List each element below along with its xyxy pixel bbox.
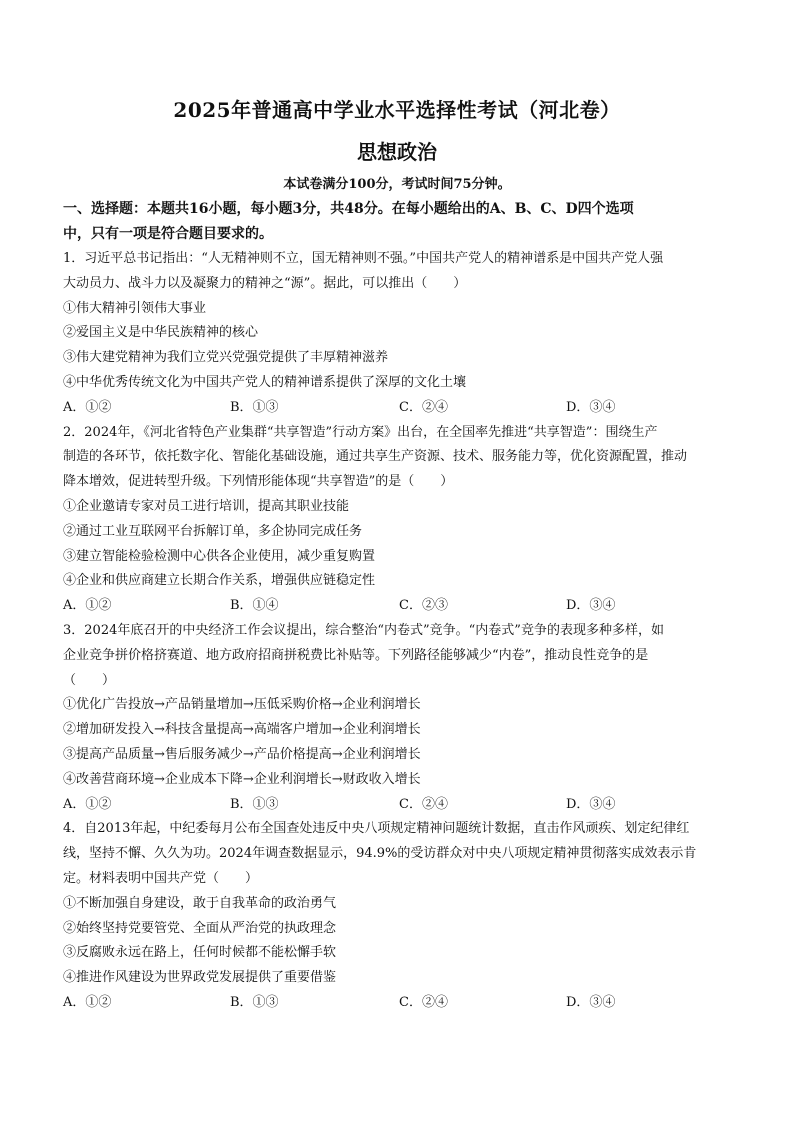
question: [63, 421, 738, 619]
answer-choice-d[interactable]: D．③④: [566, 796, 616, 812]
answer-choice-b[interactable]: B．①③: [230, 796, 279, 812]
answer-choice-b[interactable]: B．①③: [230, 399, 279, 415]
statement-option: ④中华优秀传统文化为中国共产党人的精神谱系提供了深厚的文化土壤: [63, 374, 467, 390]
answer-choices: [63, 991, 738, 1016]
question-stem-line: 大动员力、战斗力以及凝聚力的精神之“源”。据此，可以推出（ ）: [63, 275, 467, 291]
answer-choices: [63, 793, 738, 818]
question-stem-line: 企业竞争拼价格挤赛道、地方政府招商拼税费比补贴等。下列路径能够减少“内卷”，推动良性竞争的是: [63, 647, 649, 663]
exam-note: 本试卷满分100分，考试时间75分钟。: [283, 177, 511, 192]
statement-option: ④改善营商环境→企业成本下降→企业利润增长→财政收入增长: [63, 771, 421, 787]
answer-choice-d[interactable]: D．③④: [566, 598, 616, 614]
statement-option: ③伟大建党精神为我们立党兴党强党提供了丰厚精神滋养: [63, 350, 389, 366]
statement-option: ④推进作风建设为世界政党发展提供了重要借鉴: [63, 970, 337, 986]
answer-choices: [63, 594, 738, 619]
statement-option: ①企业邀请专家对员工进行培训，提高其职业技能: [63, 498, 350, 514]
statement-option: ①不断加强自身建设，敢于自我革命的政治勇气: [63, 895, 337, 911]
answer-choices: [63, 396, 738, 421]
statement-option: ①优化广告投放→产品销量增加→压低采购价格→企业利润增长: [63, 697, 421, 713]
statement-option: ③提高产品质量→售后服务减少→产品价格提高→企业利润增长: [63, 746, 421, 762]
section-heading-line: 中，只有一项是符合题目要求的。: [63, 226, 273, 242]
answer-choice-c[interactable]: C．②③: [399, 598, 448, 614]
answer-choice-c[interactable]: C．②④: [399, 994, 448, 1010]
answer-choice-b[interactable]: B．①④: [230, 598, 279, 614]
subject-title: 思想政治: [357, 140, 437, 164]
question-stem-line: 1．习近平总书记指出：“人无精神则不立，国无精神则不强。”中国共产党人的精神谱系是中国共产党人强: [63, 251, 664, 266]
question-stem-line: 4．自2013年起，中纪委每月公布全国查处违反中央八项规定精神问题统计数据，直击作风顽疾、划定纪律红: [63, 821, 690, 837]
question: [63, 247, 738, 421]
question-stem-line: 制造的各环节，依托数字化、智能化基础设施，通过共享生产资源、技术、服务能力等，优化资源配置，推动: [63, 449, 688, 465]
statement-option: ②增加研发投入→科技含量提高→高端客户增加→企业利润增长: [63, 722, 421, 738]
section-heading: [63, 197, 738, 247]
answer-choice-c[interactable]: C．②④: [399, 796, 448, 812]
question-stem-line: 定。材料表明中国共产党（ ）: [63, 870, 259, 886]
statement-option: ②通过工业互联网平台拆解订单，多企协同完成任务: [63, 523, 363, 539]
answer-choice-a[interactable]: A．①②: [63, 994, 112, 1010]
section-heading-line: 一、选择题：本题共16小题，每小题3分，共48分。在每小题给出的A、B、C、D四个选项: [63, 201, 634, 217]
question-stem-line: 2．2024年，《河北省特色产业集群“共享智造”行动方案》出台，在全国率先推进“共享智造”：围绕生产: [63, 424, 658, 440]
question-list: [63, 247, 738, 1016]
answer-choice-d[interactable]: D．③④: [566, 399, 616, 415]
answer-choice-d[interactable]: D．③④: [566, 994, 616, 1010]
answer-choice-c[interactable]: C．②④: [399, 399, 448, 415]
statement-option: ②爱国主义是中华民族精神的核心: [63, 325, 259, 341]
question-stem-line: （ ）: [63, 672, 116, 688]
exam-title: 2025年普通高中学业水平选择性考试（河北卷）: [173, 98, 621, 122]
question: [63, 619, 738, 817]
question-stem-line: 3．2024年底召开的中央经济工作会议提出，综合整治“内卷式”竞争。“内卷式”竞争的表现多种多样，如: [63, 622, 664, 638]
answer-choice-a[interactable]: A．①②: [63, 598, 112, 614]
question: [63, 817, 738, 1015]
question-stem-line: 线，坚持不懈、久久为功。2024年调查数据显示，94.9%的受访群众对中央八项规定精神贯彻落实成效表示肯: [63, 846, 697, 862]
statement-option: ③反腐败永远在路上，任何时候都不能松懈手软: [63, 945, 337, 961]
question-stem-line: 降本增效，促进转型升级。下列情形能体现“共享智造”的是（ ）: [63, 474, 454, 490]
statement-option: ①伟大精神引领伟大事业: [63, 300, 207, 316]
answer-choice-a[interactable]: A．①②: [63, 399, 112, 415]
statement-option: ③建立智能检验检测中心供各企业使用，减少重复购置: [63, 548, 376, 564]
answer-choice-a[interactable]: A．①②: [63, 796, 112, 812]
statement-option: ②始终坚持党要管党、全面从严治党的执政理念: [63, 920, 337, 936]
statement-option: ④企业和供应商建立长期合作关系，增强供应链稳定性: [63, 573, 376, 589]
answer-choice-b[interactable]: B．①③: [230, 994, 279, 1010]
